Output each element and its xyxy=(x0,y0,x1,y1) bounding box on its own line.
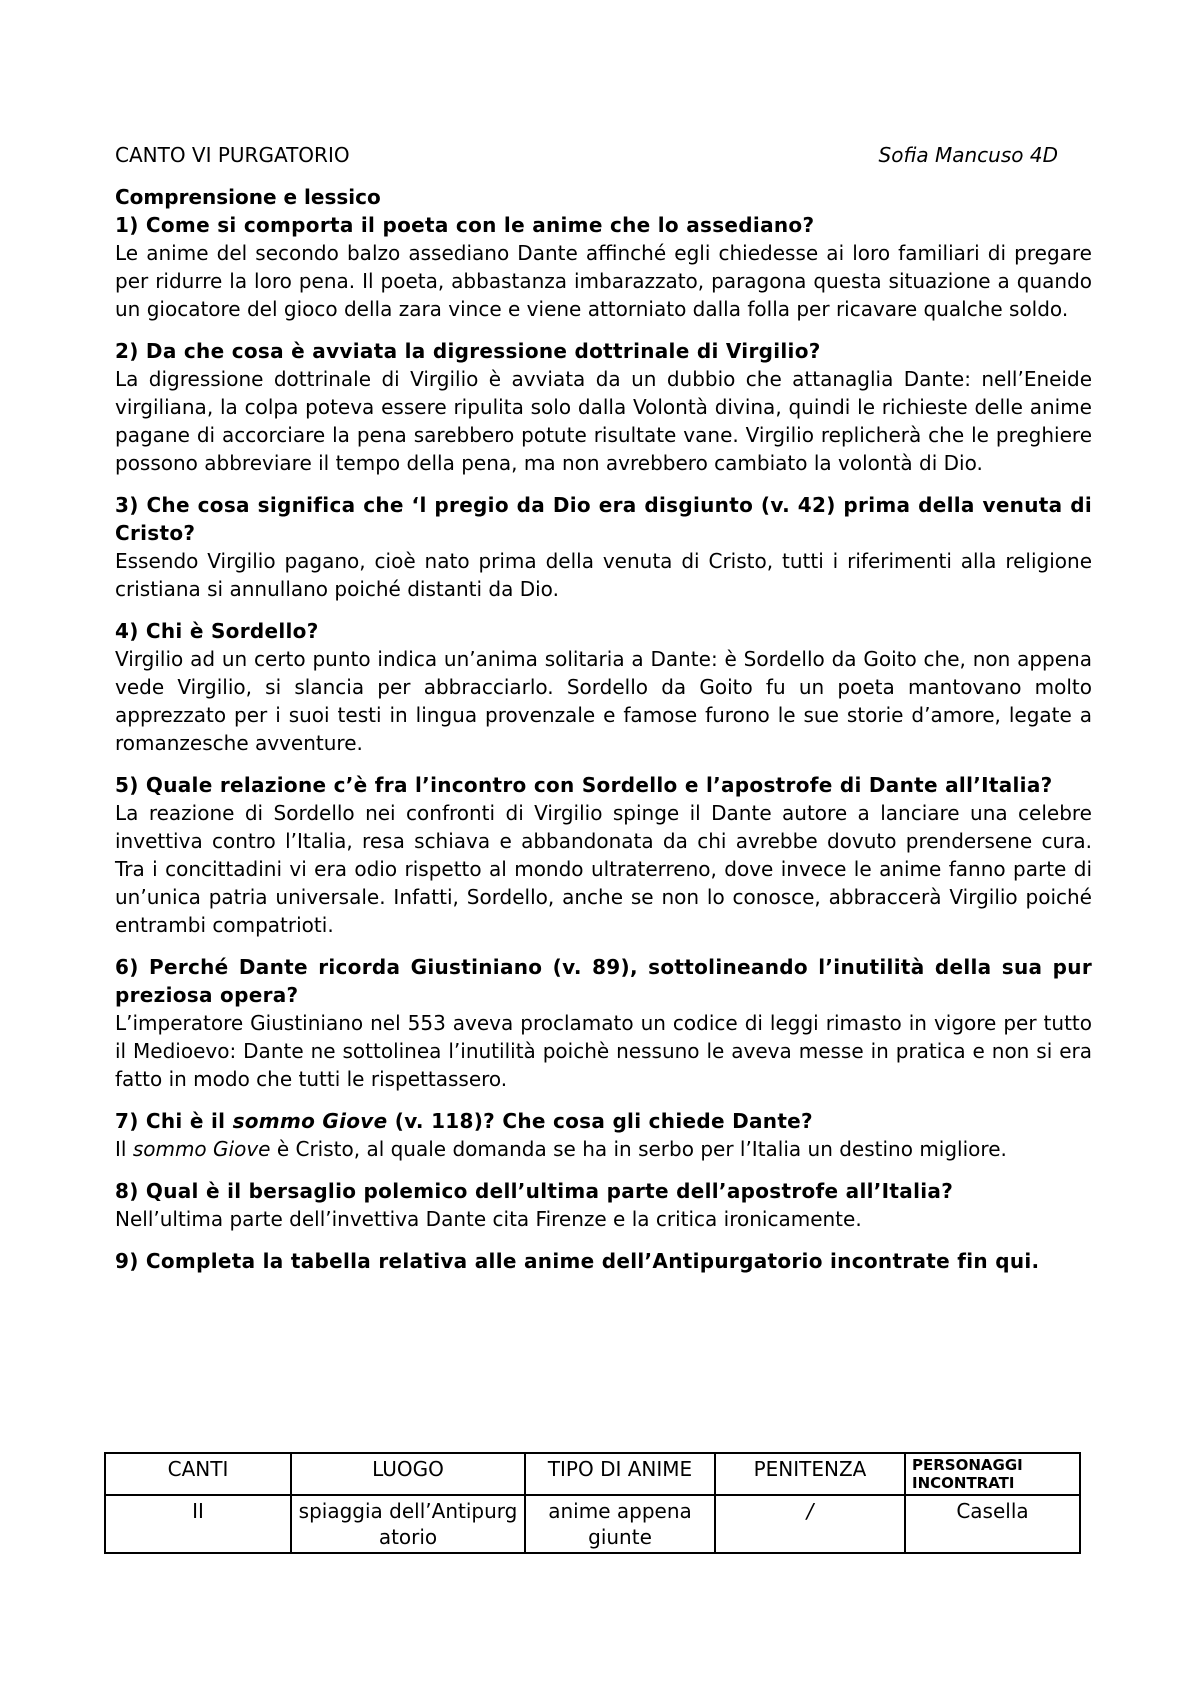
table-header-personaggi: PERSONAGGI INCONTRATI xyxy=(905,1453,1080,1495)
question-7-post: (v. 118)? Che cosa gli chiede Dante? xyxy=(387,1109,813,1133)
table-header-canti: CANTI xyxy=(105,1453,291,1495)
table-cell-tipo: anime appena giunte xyxy=(525,1495,715,1553)
document-header xyxy=(115,141,1092,169)
question-9: 9) Completa la tabella relativa alle anime dell’Antipurgatorio incontrate fin qui. xyxy=(115,1249,1040,1273)
section-title: Comprensione e lessico xyxy=(115,185,381,209)
question-2: 2) Da che cosa è avviata la digressione dottrinale di Virgilio? xyxy=(115,339,821,363)
table-cell-personaggi: Casella xyxy=(905,1495,1080,1553)
answer-3: Essendo Virgilio pagano, cioè nato prima della venuta di Cristo, tutti i riferimenti alla religione cristiana si annullano poiché distanti da Dio. xyxy=(115,549,1092,601)
question-5: 5) Quale relazione c’è fra l’incontro con Sordello e l’apostrofe di Dante all’Italia? xyxy=(115,773,1053,797)
author-name: Sofia Mancuso 4D xyxy=(878,143,1058,167)
answer-7 xyxy=(115,1135,1092,1163)
question-8: 8) Qual è il bersaglio polemico dell’ultima parte dell’apostrofe all’Italia? xyxy=(115,1179,954,1203)
table-cell-canti: II xyxy=(105,1495,291,1553)
table-header-luogo: LUOGO xyxy=(291,1453,525,1495)
answer-2: La digressione dottrinale di Virgilio è avviata da un dubbio che attanaglia Dante: nell’Eneide virgiliana, la colpa poteva essere ripulita solo dalla Volontà divina, quindi le richieste delle anime pagane di accorciare la pena sarebbero potute risultate vane. Virgilio replicherà che le preghiere possono abbreviare il tempo della pena, ma non avrebbero cambiato la volontà di Dio. xyxy=(115,367,1092,475)
answer-1: Le anime del secondo balzo assediano Dante affinché egli chiedesse ai loro familiari di pregare per ridurre la loro pena. Il poeta, abbastanza imbarazzato, paragona questa situazione a quando un giocatore del gioco della zara vince e viene attorniato dalla folla per ricavare qualche soldo. xyxy=(115,241,1092,321)
question-1: 1) Come si comporta il poeta con le anime che lo assediano? xyxy=(115,213,815,237)
table-row xyxy=(105,1495,1080,1553)
document-body xyxy=(115,141,1092,1275)
question-6: 6) Perché Dante ricorda Giustiniano (v. 89), sottolineando l’inutilità della sua pur preziosa opera? xyxy=(115,955,1092,1007)
answer-7-pre: Il xyxy=(115,1137,133,1161)
question-7-italic: sommo Giove xyxy=(232,1109,388,1133)
table-header-penitenza: PENITENZA xyxy=(715,1453,905,1495)
question-7 xyxy=(115,1107,1092,1135)
answer-5: La reazione di Sordello nei confronti di Virgilio spinge il Dante autore a lanciare una celebre invettiva contro l’Italia, resa schiava e abbandonata da chi avrebbe dovuto prendersene cura. Tra i concittadini vi era odio rispetto al mondo ultraterreno, dove invece le anime fanno parte di un’unica patria universale. Infatti, Sordello, anche se non lo conosce, abbraccerà Virgilio poiché entrambi compatrioti. xyxy=(115,801,1092,937)
answer-8: Nell’ultima parte dell’invettiva Dante cita Firenze e la critica ironicamente. xyxy=(115,1207,862,1231)
answer-7-italic: sommo Giove xyxy=(132,1137,271,1161)
answer-7-post: è Cristo, al quale domanda se ha in serbo per l’Italia un destino migliore. xyxy=(270,1137,1007,1161)
table-header-tipo: TIPO DI ANIME xyxy=(525,1453,715,1495)
answer-4: Virgilio ad un certo punto indica un’anima solitaria a Dante: è Sordello da Goito che, non appena vede Virgilio, si slancia per abbracciarlo. Sordello da Goito fu un poeta mantovano molto apprezzato per i suoi testi in lingua provenzale e famose furono le sue storie d’amore, legate a romanzesche avventure. xyxy=(115,647,1092,755)
question-7-pre: 7) Chi è il xyxy=(115,1109,233,1133)
answer-6: L’imperatore Giustiniano nel 553 aveva proclamato un codice di leggi rimasto in vigore per tutto il Medioevo: Dante ne sottolinea l’inutilità poichè nessuno le aveva messe in pratica e non si era fatto in modo che tutti le rispettassero. xyxy=(115,1011,1092,1091)
table-header-row xyxy=(105,1453,1080,1495)
table-cell-luogo: spiaggia dell’Antipurgatorio xyxy=(291,1495,525,1553)
document-title: CANTO VI PURGATORIO xyxy=(115,143,350,167)
question-4: 4) Chi è Sordello? xyxy=(115,619,319,643)
table-cell-penitenza: / xyxy=(715,1495,905,1553)
antipurgatorio-table xyxy=(104,1452,1081,1554)
question-3: 3) Che cosa significa che ‘l pregio da Dio era disgiunto (v. 42) prima della venuta di Cristo? xyxy=(115,493,1092,545)
